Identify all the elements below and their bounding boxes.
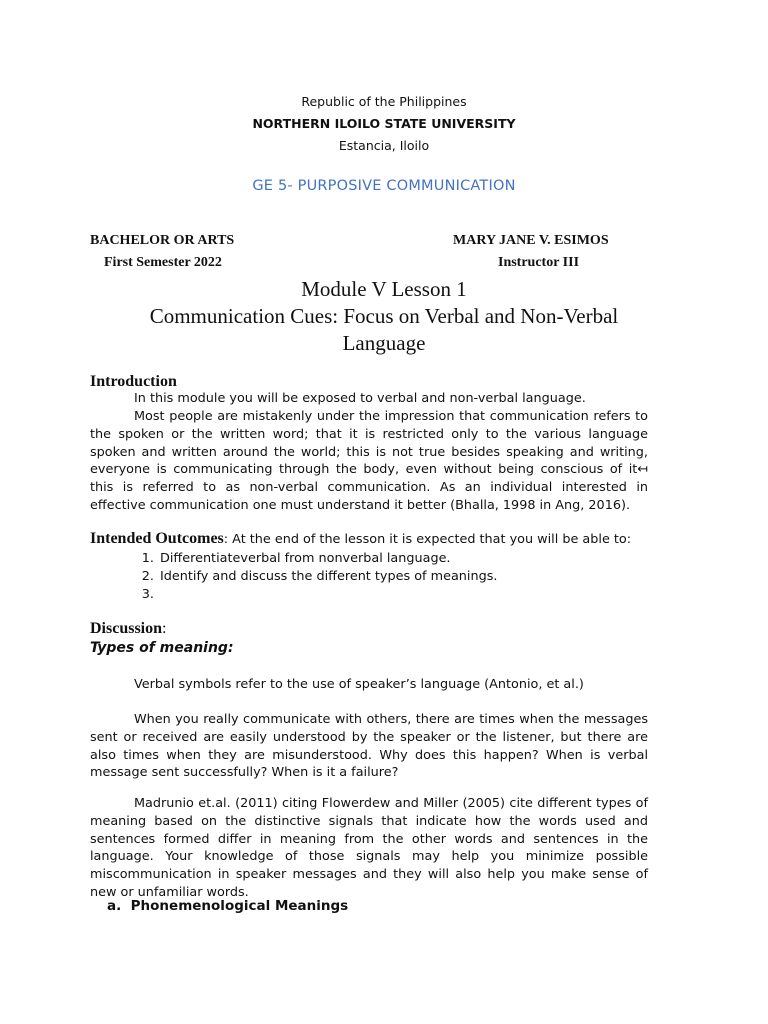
introduction-paragraph-1: In this module you will be exposed to verbal and non-verbal language.: [134, 391, 586, 406]
section-a-marker: a.: [107, 898, 122, 914]
section-a-title: Phonemenological Meanings: [130, 898, 349, 914]
outcomes-list: [134, 550, 658, 603]
discussion-paragraph-1: Verbal symbols refer to the use of speaker’s language (Antonio, et al.): [134, 677, 584, 692]
header-location: Estancia, Iloilo: [338, 138, 430, 153]
header-country: Republic of the Philippines: [301, 94, 467, 109]
introduction-paragraph-2: Most people are mistakenly under the impression that communication refers to the spoken or the written word; that it is restricted only to the various language spoken and written around the world; this is not true besides speaking and writing, everyone is communicating through the body, even without being conscious of it↤ this is referred to as non-verbal communication. As an individual interested in effective communication one must understand it better (Bhalla, 1998 in Ang, 2016).: [90, 409, 648, 513]
types-of-meaning-subheading: Types of meaning:: [90, 640, 234, 656]
introduction-heading: Introduction: [90, 373, 177, 390]
instructor-name: MARY JANE V. ESIMOS: [453, 233, 609, 248]
discussion-paragraph-2: When you really communicate with others, there are times when the messages sent or received are easily understood by the speaker or the listener, but there are also times when they are misunderstood. Why does this happen? When is verbal message sent successfully? When is it a failure?: [90, 712, 648, 781]
section-a-heading: [107, 898, 348, 914]
header-university: NORTHERN ILOILO STATE UNIVERSITY: [252, 116, 516, 131]
instructor-title: Instructor III: [498, 255, 580, 270]
lesson-title-line1: Communication Cues: Focus on Verbal and Non-Verbal: [149, 304, 619, 328]
discussion-paragraph-3: Madrunio et.al. (2011) citing Flowerdew and Miller (2005) cite different types of meaning based on the distinctive signals that indicate how the words used and sentences formed differ in meaning from the other words and sentences in the language. Your knowledge of those signals may help you minimize possible miscommunication in speaker messages and they will also help you make sense of new or unfamiliar words.: [90, 796, 648, 900]
outcome-item-3: [158, 586, 658, 604]
outcome-item-1: 1. Differentiateverbal from nonverbal language.: [158, 550, 658, 568]
lesson-title-line2: Language: [342, 331, 426, 355]
discussion-line: [90, 620, 166, 638]
discussion-colon: :: [162, 620, 167, 637]
outcome-item-2: 2. Identify and discuss the different types of meanings.: [158, 568, 658, 586]
outcomes-line: [90, 530, 650, 548]
outcomes-lead: : At the end of the lesson it is expected that you will be able to:: [223, 532, 632, 547]
semester: First Semester 2022: [104, 255, 222, 270]
module-title: Module V Lesson 1: [301, 277, 467, 301]
discussion-heading: Discussion: [90, 620, 163, 637]
program-name: BACHELOR OR ARTS: [90, 233, 235, 248]
course-title: GE 5- PURPOSIVE COMMUNICATION: [252, 178, 516, 194]
outcomes-heading: Intended Outcomes: [90, 530, 224, 547]
